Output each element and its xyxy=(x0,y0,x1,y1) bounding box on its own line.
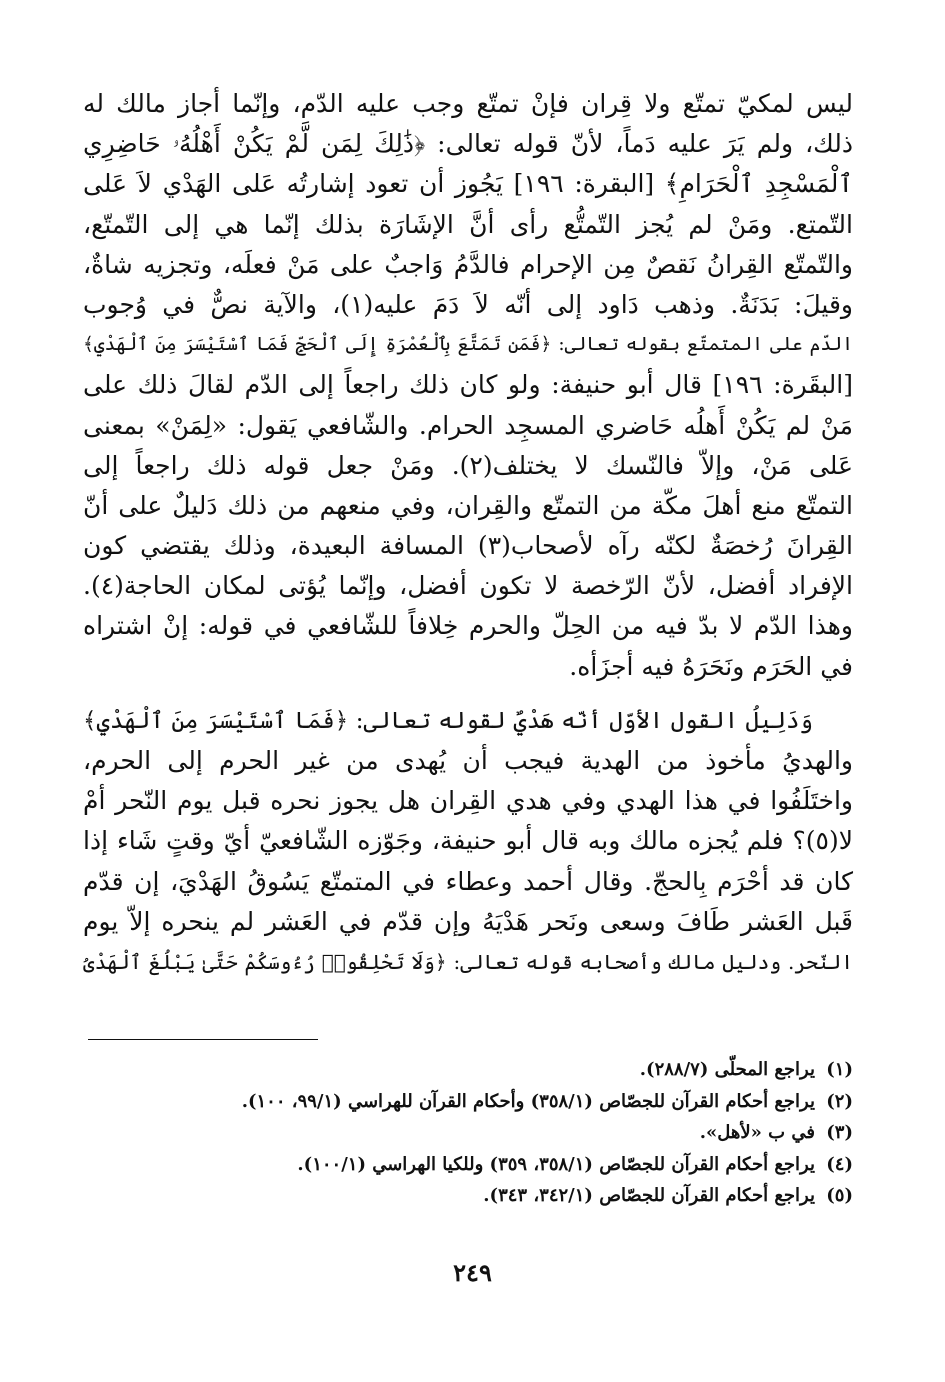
footnote-number: (٢) xyxy=(826,1090,853,1112)
text-line: ٱلْمَسْجِدِ ٱلْحَرَامِ﴾ [البقرة: ١٩٦] يَجُوز أن تعود إشارتُه عَلى الهَدْي لاَ عَلى xyxy=(83,169,854,199)
footnote-number: (٣) xyxy=(826,1122,853,1143)
text-line: مَنْ لم يَكُنْ أَهلُه حَاضري المسجِد الحرام. والشّافعي يَقول: «لِمَنْ» بمعنى xyxy=(83,410,853,440)
footnote-number: (٤) xyxy=(826,1153,853,1175)
text-line: وهذا الدّم لا بدّ فيه من الحِلّ والحرم خِلافاً للشّافعي في قوله: إنْ اشتراه xyxy=(83,611,853,641)
footnote-text: يراجع أحكام القرآن للجصّاص (٣٥٨/١، ٣٥٩) وللكيا الهراسي (١٠٠/١). xyxy=(297,1153,815,1175)
text-line: [البقَرة: ١٩٦] قال أبو حنيفة: ولو كان ذلك راجعاً إلى الدّم لقالَ ذلك على xyxy=(83,370,853,400)
text-line: التّمتع. ومَنْ لم يُجز التّمتُّع رأى أنَّ الإشَارَة بذلك إنّما هي إلى التّمتّع، xyxy=(83,209,853,239)
text-line: كان قد أحْرَم بِالحجّ. وقال أحمد وعطاء في المتمتّع يَسُوقُ الهَدْيَ، إن قدّم xyxy=(83,866,853,896)
footnote-number: (١) xyxy=(826,1059,853,1080)
text-line: ليس لمكيّ تمتّع ولا قِران فإنْ تمتّع وجب عليه الدّم، وإنّما أجاز مالك له xyxy=(83,89,853,118)
text-line: القِرانَ رُخصَةٌ لكنّه رآه لأصحاب(٣) المسافة البعيدة، وذلك يقتضي كون xyxy=(83,531,853,561)
text-line: وقيلَ: بَدَنَةٌ. وذهب دَاود إلى أنّه لاَ دَمَ عليه(١)، والآية نصٌّ في وُجوب xyxy=(83,289,853,319)
footnote xyxy=(83,1117,853,1149)
text-line: عَلى مَنْ، وإلاّ فالنّسك لا يختلف(٢). ومَنْ جعل قوله ذلك راجعاً إلى xyxy=(83,450,853,480)
footnote xyxy=(83,1149,853,1181)
text-line: واختَلَفُوا في هذا الهدي وفي هدي القِران هل يجوز نحره قبل يوم النّحر أمْ xyxy=(83,786,853,816)
footnote xyxy=(83,1054,853,1086)
text-line: قَبل العَشر طَافَ وسعى ونَحر هَدْيَهُ وإن قدّم في العَشر لم ينحره إلاّ يوم xyxy=(83,906,853,936)
text-line: النّحر. ودليل مالك وأصحابه قوله تعالى: ﴿وَلَا تَحْلِقُوا۟ رُءُوسَكُمْ حَتَّىٰ يَبْلُغَ ٱلْهَدْىُ xyxy=(83,949,853,974)
footnote-text: يراجع أحكام القرآن للجصّاص (٣٤٢/١، ٣٤٣). xyxy=(483,1185,815,1206)
footnote-text: في ب «لأهل». xyxy=(699,1122,815,1143)
main-text xyxy=(83,84,853,982)
footnote xyxy=(83,1086,853,1118)
footnote-separator xyxy=(88,1039,318,1040)
text-line: والتّمتّع القِرانُ نَقصٌ مِن الإحرام فالدَّمُ وَاجبٌ على مَنْ فعلَه، وتجزيه شاةٌ، xyxy=(83,249,853,279)
footnote-text: يراجع المحلّى (٢٨٨/٧). xyxy=(639,1059,815,1080)
text-line: ذلك، ولم يَرَ عليه دَماً، لأنّ قوله تعالى: ﴿ذَٰلِكَ لِمَن لَّمْ يَكُنْ أَهْلُهُۥ حَاضِرِي xyxy=(83,129,853,159)
footnote-text: يراجع أحكام القرآن للجصّاص (٣٥٨/١) وأحكام القرآن للهراسي (٩٩/١، ١٠٠). xyxy=(241,1090,815,1112)
footnote xyxy=(83,1180,853,1212)
text-line: والهديُ مأخوذ من الهدية فيجب أن يُهدى من غير الحرم إلى الحرم، xyxy=(83,746,853,775)
text-line: وَدَلِيلُ القول الأوّل أنّه هَدْيٌ لقوله تعالى: ﴿فَمَا ٱسْتَيْسَرَ مِنَ ٱلْهَدْيِ﴾ xyxy=(83,707,813,734)
footnote-number: (٥) xyxy=(826,1185,853,1206)
text-line: الإفراد أفضل، لأنّ الرّخصة لا تكون أفضل، وإنّما يُؤتى لمكان الحاجة(٤). xyxy=(83,571,853,601)
page-number: ٢٤٩ xyxy=(453,1258,492,1287)
text-line: لا(٥)؟ فلم يُجزه مالك وبه قال أبو حنيفة، وجَوّزه الشّافعيّ أيّ وقتٍ شَاء إذا xyxy=(83,826,853,856)
footnotes xyxy=(83,1054,853,1212)
text-line: الدّم على المتمتّع بقوله تعالى: ﴿فَمَن تَمَتَّعَ بِٱلْعُمْرَةِ إِلَى ٱلْحَجِّ فَمَا ٱسْتَيْسَرَ مِنَ ٱلْهَدْيِ﴾ xyxy=(83,334,853,356)
text-line: في الحَرَم ونَحَرَهُ فيه أجزَأه. xyxy=(569,651,853,681)
text-line: التمتّع منع أهلَ مكّة من التمتّع والقِران، وفي منعهم من ذلك دَليلٌ على أنّ xyxy=(83,490,853,520)
